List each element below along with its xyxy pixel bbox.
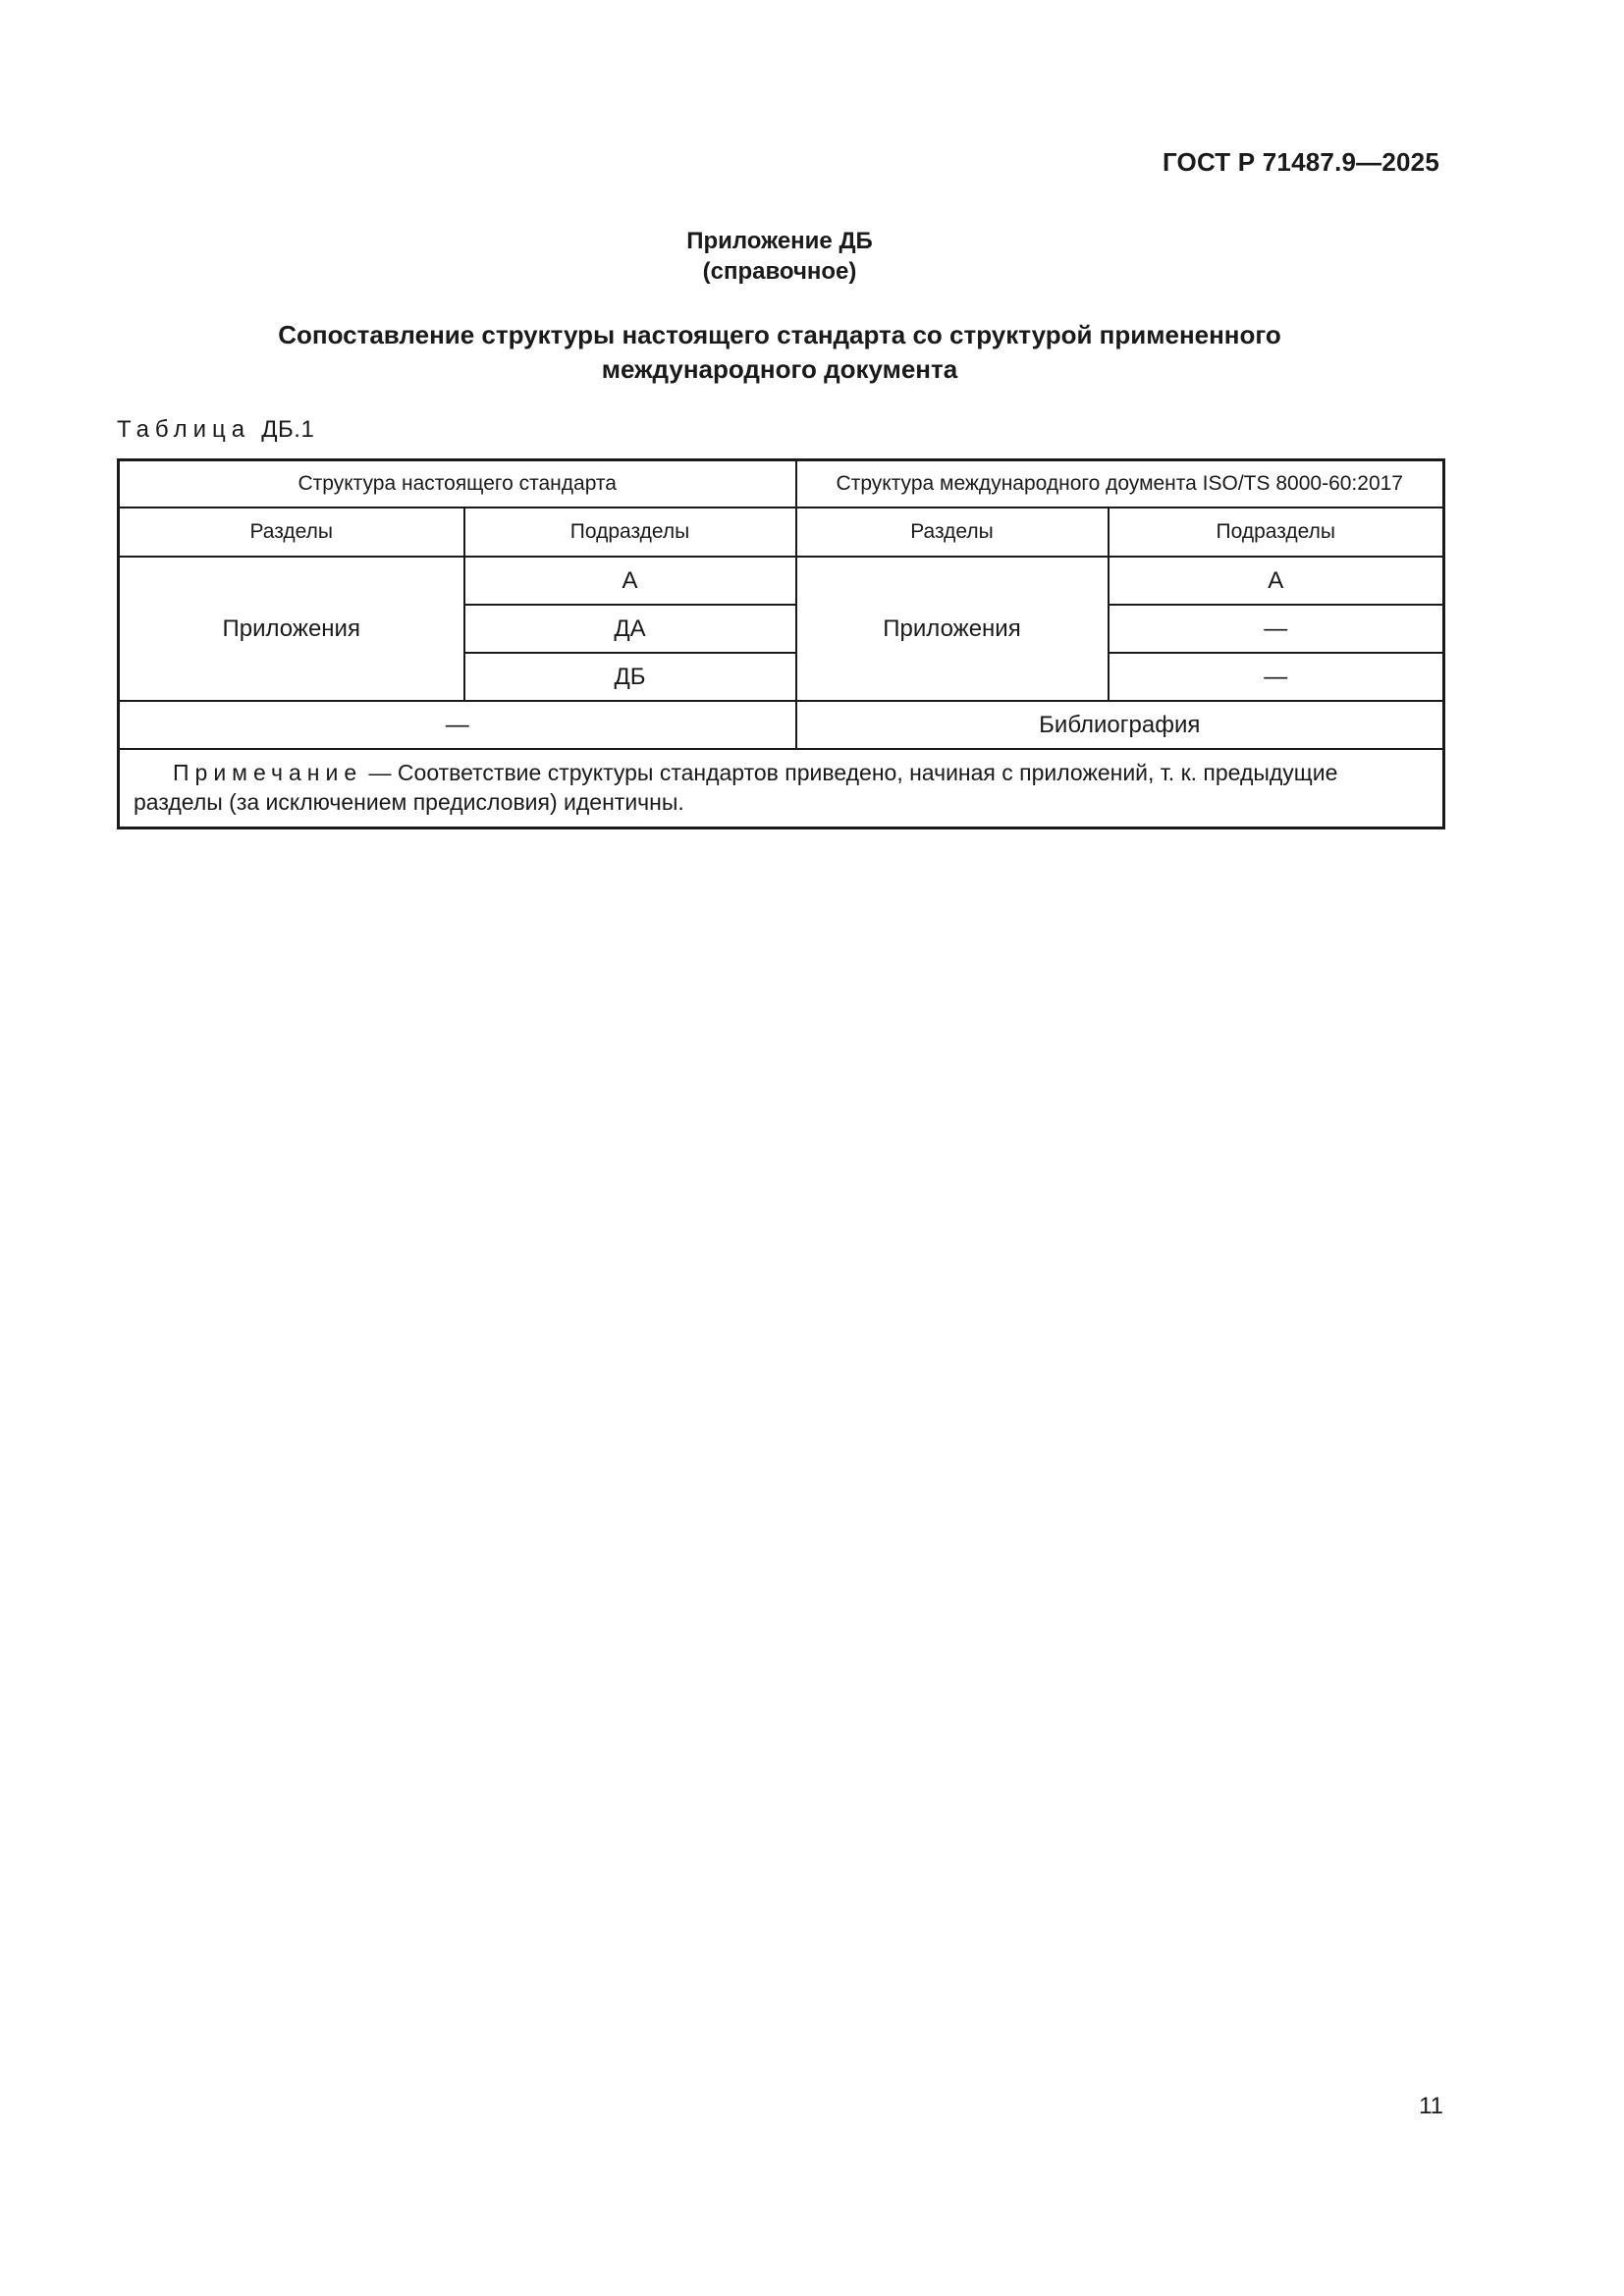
column-header-sections-international: Разделы	[796, 507, 1109, 557]
table-row	[119, 557, 1444, 605]
column-header-subsections-national: Подразделы	[464, 507, 796, 557]
table-caption-word: Таблица	[117, 416, 251, 443]
column-header-subsections-international: Подразделы	[1109, 507, 1444, 557]
subsection-cell: ДБ	[464, 653, 796, 701]
subsection-cell: —	[1109, 653, 1444, 701]
section-heading-line-2: международного документа	[601, 354, 958, 384]
section-heading-line-1: Сопоставление структуры настоящего стандарта со структурой примененного	[278, 320, 1281, 349]
subsection-cell: —	[1109, 605, 1444, 653]
group-header-national: Структура настоящего стандарта	[119, 460, 796, 508]
table-row	[119, 701, 1444, 749]
table-column-header-row	[119, 507, 1444, 557]
bibliography-cell-national: —	[119, 701, 796, 749]
table-caption	[117, 416, 314, 444]
subsection-cell: А	[464, 557, 796, 605]
table-caption-number: ДБ.1	[261, 416, 315, 443]
note-text: — Соответствие структуры стандартов приведено, начиная с приложений, т. к. предыдущие разделы (за исключением предисловия) идентичны.	[134, 760, 1338, 815]
column-header-sections-national: Разделы	[119, 507, 464, 557]
section-cell-international: Приложения	[796, 557, 1109, 701]
subsection-cell: А	[1109, 557, 1444, 605]
appendix-title: Приложение ДБ	[686, 228, 873, 254]
section-heading	[187, 318, 1373, 387]
table-group-header-row	[119, 460, 1444, 508]
group-header-international: Структура международного доумента ISO/TS 8000-60:2017	[796, 460, 1444, 508]
section-cell-national: Приложения	[119, 557, 464, 701]
table-note	[119, 749, 1444, 828]
bibliography-cell-international: Библиография	[796, 701, 1444, 749]
page-number: 11	[1419, 2093, 1443, 2119]
table-note-row	[119, 749, 1444, 828]
subsection-cell: ДА	[464, 605, 796, 653]
document-code: ГОСТ Р 71487.9—2025	[1162, 147, 1439, 177]
note-label: Примечание	[173, 760, 363, 785]
comparison-table	[117, 458, 1445, 829]
appendix-kind: (справочное)	[702, 258, 857, 285]
